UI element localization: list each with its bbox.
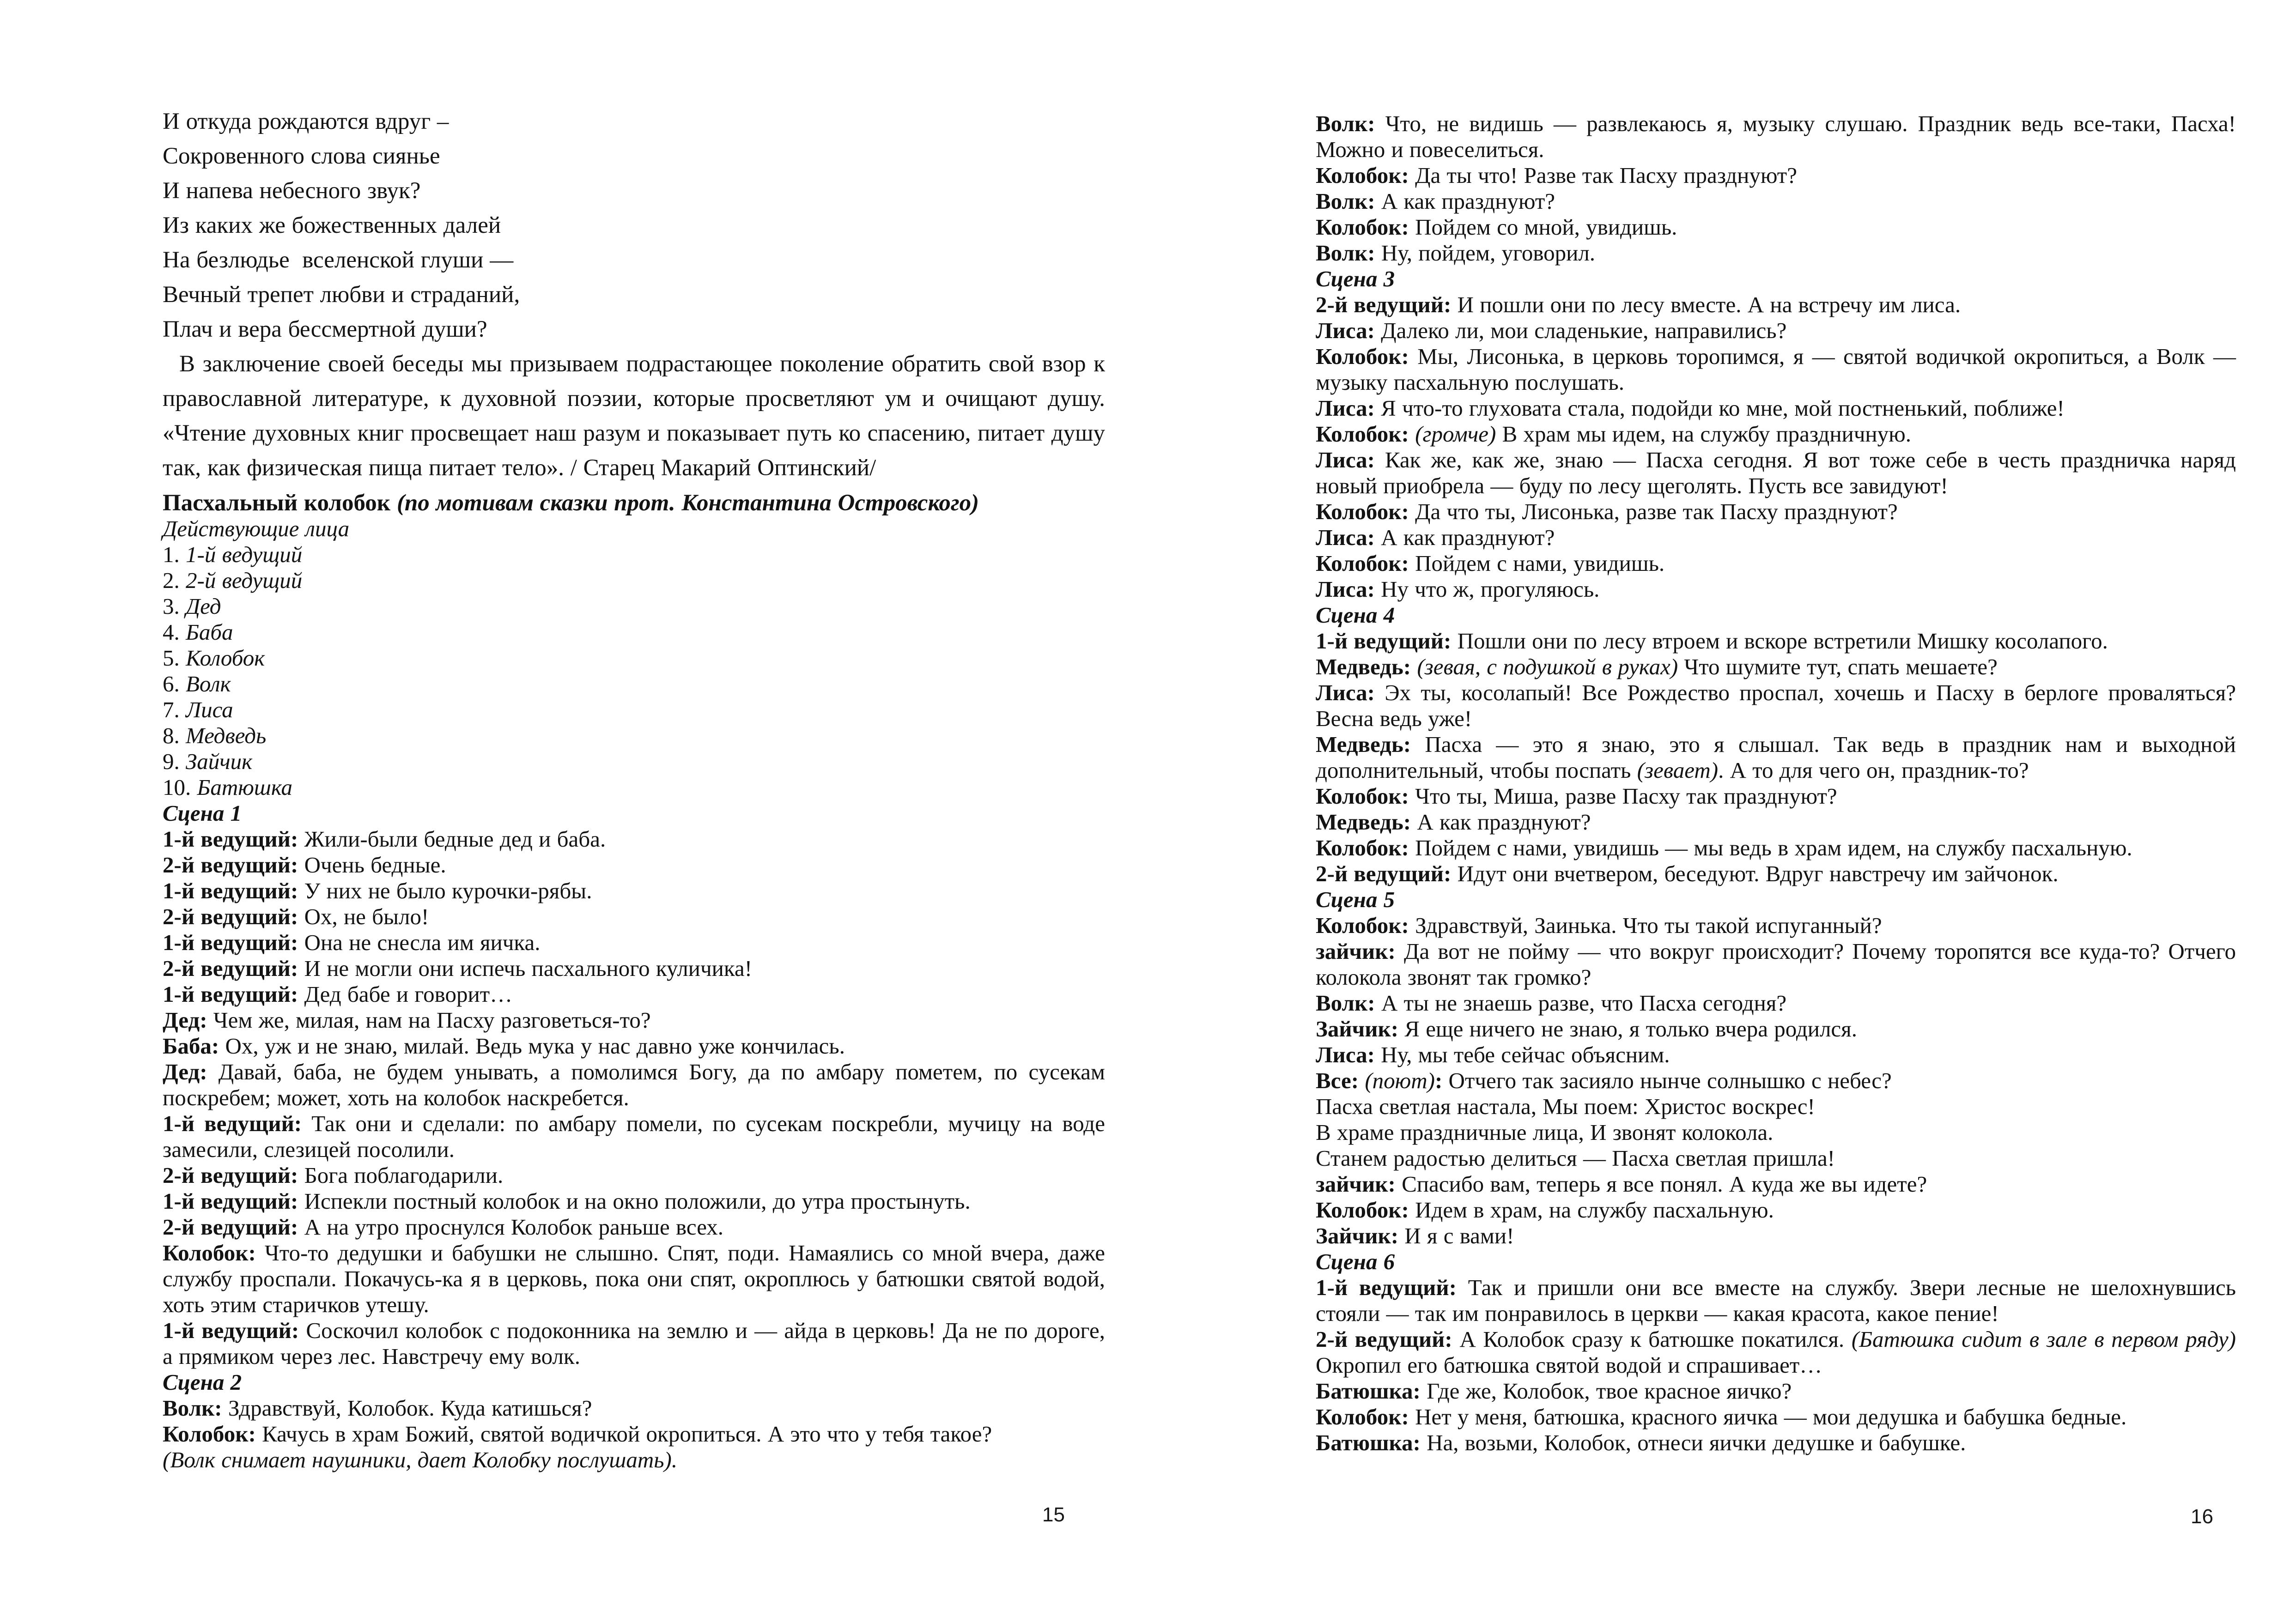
text-run: Давай, баба, не будем унывать, а помолимся Богу, да по амбару пометем, по сусекам поскребем; может, хоть на колобок наскребется. xyxy=(163,1059,1105,1110)
dialogue-line xyxy=(163,1188,1105,1214)
text-run: Мы, Лисонька, в церковь торопимся, я — святой водичкой окропиться, а Волк — музыку пасхальную послушать. xyxy=(1316,344,2236,395)
stage-direction-text: Медведь xyxy=(186,723,267,748)
text-run: Сокровенного слова сиянье xyxy=(163,143,440,169)
speaker-label: Пасхальный колобок xyxy=(163,490,397,516)
speaker-label: Колобок: xyxy=(163,1421,256,1447)
stage-direction-text: Батюшка xyxy=(197,775,293,800)
text-run: 4. xyxy=(163,619,186,645)
stage-direction-text: Колобок xyxy=(186,645,265,671)
page-left-content xyxy=(163,104,1105,1473)
text-run: И не могли они испечь пасхального куличика! xyxy=(298,956,753,981)
text-run: Идут они вчетвером, беседуют. Вдруг навстречу им зайчонок. xyxy=(1451,861,2059,886)
text-run: Отчего так засияло нынче солнышко с небес? xyxy=(1442,1068,1892,1093)
text-run: Пасха светлая настала, Мы поем: Христос воскрес! xyxy=(1316,1094,1815,1119)
stage-direction-text: (Волк снимает наушники, дает Колобку послушать). xyxy=(163,1447,678,1472)
scene-heading xyxy=(163,800,1105,826)
page-right-content xyxy=(1316,111,2236,1456)
bold-italic-text: Сцена 6 xyxy=(1316,1249,1395,1274)
text-run: Здравствуй, Колобок. Куда катишься? xyxy=(222,1395,592,1421)
text-run: Что, не видишь — развлекаюсь я, музыку слушаю. Праздник ведь все-таки, Пасха! Можно и повеселиться. xyxy=(1316,111,2236,162)
poem-line xyxy=(163,243,1105,278)
scene-heading xyxy=(163,1369,1105,1395)
text-run: Соскочил колобок с подоконника на землю и — айда в церковь! Да не по дороге, а прямиком через лес. Навстречу ему волк. xyxy=(163,1318,1105,1369)
speaker-label: Лиса: xyxy=(1316,680,1375,705)
speaker-label: 2-й ведущий: xyxy=(163,904,298,929)
text-run: Ох, уж и не знаю, милай. Ведь мука у нас давно уже кончилась. xyxy=(219,1033,845,1059)
stage-direction-text: Баба xyxy=(186,619,233,645)
speaker-label: Колобок: xyxy=(1316,214,1409,240)
dialogue-line xyxy=(163,1395,1105,1421)
text-run: Станем радостью делиться — Пасха светлая пришла! xyxy=(1316,1145,1835,1171)
speaker-label: зайчик: xyxy=(1316,939,1396,964)
text-run: Здравствуй, Заинька. Что ты такой испуганный? xyxy=(1409,913,1882,938)
text-run: Качусь в храм Божий, святой водичкой окропиться. А это что у тебя такое? xyxy=(255,1421,992,1447)
cast-item xyxy=(163,645,1105,671)
speaker-label: 2-й ведущий: xyxy=(163,1163,298,1188)
dialogue-line xyxy=(1316,628,2236,654)
cast-item xyxy=(163,723,1105,749)
speaker-label: Лиса: xyxy=(1316,395,1375,421)
text-run: Я что-то глуховата стала, подойди ко мне, мой постненький, поближе! xyxy=(1374,395,2065,421)
text-run: Ну что ж, прогуляюсь. xyxy=(1374,576,1600,602)
text-run: На, возьми, Колобок, отнеси яички дедушке и бабушке. xyxy=(1420,1430,1966,1455)
poem-line xyxy=(163,278,1105,312)
dialogue-line xyxy=(1316,1430,2236,1456)
text-run: И напева небесного звук? xyxy=(163,178,421,204)
speaker-label: Колобок: xyxy=(1316,551,1409,576)
text-run: 2. xyxy=(163,568,186,593)
text-run: Пойдем со мной, увидишь. xyxy=(1409,214,1677,240)
text-run: Спасибо вам, теперь я все понял. А куда же вы идете? xyxy=(1395,1171,1927,1197)
speaker-label: Дед: xyxy=(163,1059,207,1084)
text-run: А Колобок сразу к батюшке покатился. xyxy=(1452,1326,1852,1352)
stage-direction-text: (громче) xyxy=(1409,421,1496,447)
speaker-label: Волк: xyxy=(163,1395,222,1421)
cast-item xyxy=(163,749,1105,775)
text-run: В храме праздничные лица, И звонят колокола. xyxy=(1316,1120,1774,1145)
dialogue-line xyxy=(1316,111,2236,163)
cast-item xyxy=(163,568,1105,593)
cast-item xyxy=(163,697,1105,723)
bold-italic-text: Сцена 5 xyxy=(1316,887,1395,912)
dialogue-line xyxy=(1316,861,2236,887)
dialogue-line xyxy=(1316,732,2236,783)
speaker-label: 1-й ведущий: xyxy=(1316,628,1452,654)
dialogue-line xyxy=(1316,1042,2236,1068)
dialogue-line xyxy=(163,1214,1105,1240)
dialogue-line xyxy=(163,878,1105,904)
stage-direction-text: 2-й ведущий xyxy=(186,568,303,593)
speaker-label: Колобок: xyxy=(1316,783,1409,809)
text-run: Далеко ли, мои сладенькие, направились? xyxy=(1374,318,1787,343)
script-title xyxy=(163,490,1105,516)
text-run: Ну, пойдем, уговорил. xyxy=(1375,240,1596,266)
dialogue-line xyxy=(1316,499,2236,525)
stage-direction-text: Действующие лица xyxy=(163,516,350,541)
dialogue-line xyxy=(1316,835,2236,861)
dialogue-line xyxy=(1316,1171,2236,1197)
dialogue-line xyxy=(1316,1120,2236,1145)
dialogue-line xyxy=(1316,292,2236,318)
text-run: Бога поблагодарили. xyxy=(298,1163,504,1188)
speaker-label: Батюшка: xyxy=(1316,1430,1421,1455)
text-run: Да вот не пойму — что вокруг происходит? Почему торопятся все куда-то? Отчего колокола звонят так громко? xyxy=(1316,939,2236,990)
text-run: На безлюдье вселенской глуши — xyxy=(163,247,514,273)
dialogue-line xyxy=(1316,1094,2236,1120)
text-run: Очень бедные. xyxy=(298,852,446,878)
dialogue-line xyxy=(163,1240,1105,1318)
dialogue-line xyxy=(1316,214,2236,240)
speaker-label: 2-й ведущий: xyxy=(1316,1326,1452,1352)
text-run: 9. xyxy=(163,749,186,774)
poem-line xyxy=(163,174,1105,208)
dialogue-line xyxy=(1316,163,2236,188)
dialogue-line xyxy=(163,981,1105,1007)
speaker-label: Лиса: xyxy=(1316,1042,1375,1067)
text-run: А ты не знаешь разве, что Пасха сегодня? xyxy=(1375,990,1787,1016)
speaker-label: Колобок: xyxy=(1316,913,1409,938)
dialogue-line xyxy=(1316,809,2236,835)
text-run: . А то для чего он, праздник-то? xyxy=(1718,757,2029,783)
speaker-label: 1-й ведущий: xyxy=(163,826,298,852)
dialogue-line xyxy=(1316,1326,2236,1378)
dialogue-line xyxy=(163,1059,1105,1111)
text-run: Да что ты, Лисонька, разве так Пасху празднуют? xyxy=(1409,499,1898,524)
dialogue-line xyxy=(1316,395,2236,421)
dialogue-line xyxy=(1316,421,2236,447)
stage-direction-text: (поют) xyxy=(1359,1068,1435,1093)
text-run: Как же, как же, знаю — Пасха сегодня. Я вот тоже себе в честь праздничка наряд новый приобрела — буду по лесу щеголять. Пусть все завидуют! xyxy=(1316,447,2236,498)
speaker-label: 1-й ведущий: xyxy=(163,981,298,1007)
text-run: Пошли они по лесу втроем и вскоре встретили Мишку косолапого. xyxy=(1451,628,2108,654)
speaker-label: Медведь: xyxy=(1316,732,1411,757)
text-run: В храм мы идем, на службу праздничную. xyxy=(1496,421,1911,447)
speaker-label: Баба: xyxy=(163,1033,219,1059)
speaker-label: 1-й ведущий: xyxy=(163,1188,298,1214)
dialogue-line xyxy=(1316,1378,2236,1404)
dialogue-line xyxy=(1316,188,2236,214)
cast-item xyxy=(163,619,1105,645)
text-run: 3. xyxy=(163,593,186,619)
bold-italic-text: Сцена 1 xyxy=(163,800,242,826)
dialogue-line xyxy=(1316,1275,2236,1326)
text-run: Дед бабе и говорит… xyxy=(298,981,513,1007)
speaker-label: Лиса: xyxy=(1316,447,1375,472)
bold-italic-text: Сцена 3 xyxy=(1316,266,1395,291)
speaker-label: зайчик: xyxy=(1316,1171,1396,1197)
poem-line xyxy=(163,208,1105,243)
dialogue-line xyxy=(1316,1145,2236,1171)
dialogue-line xyxy=(163,1163,1105,1188)
dialogue-line xyxy=(1316,447,2236,499)
text-run: Ну, мы тебе сейчас объясним. xyxy=(1374,1042,1670,1067)
stage-direction-text: Волк xyxy=(186,671,231,696)
stage-direction-text: Лиса xyxy=(186,697,233,722)
text-run: Что ты, Миша, разве Пасху так празднуют? xyxy=(1409,783,1837,809)
text-run: Она не снесла им яичка. xyxy=(298,930,541,955)
speaker-label: Лиса: xyxy=(1316,576,1375,602)
bold-italic-text: Сцена 2 xyxy=(163,1369,242,1395)
text-run: Что шумите тут, спать мешаете? xyxy=(1678,654,1998,679)
scene-heading xyxy=(1316,266,2236,292)
speaker-label: 1-й ведущий: xyxy=(163,878,298,903)
scene-heading xyxy=(1316,1249,2236,1275)
speaker-label: 1-й ведущий: xyxy=(1316,1275,1457,1300)
cast-item xyxy=(163,542,1105,568)
text-run: Где же, Колобок, твое красное яичко? xyxy=(1420,1378,1792,1404)
text-run: И откуда рождаются вдруг – xyxy=(163,109,449,134)
stage-direction xyxy=(163,1447,1105,1473)
speaker-label: Медведь: xyxy=(1316,809,1411,835)
speaker-label: Колобок: xyxy=(1316,163,1409,188)
text-run: Нет у меня, батюшка, красного яичка — мои дедушка и бабушка бедные. xyxy=(1409,1404,2127,1429)
poem-line xyxy=(163,104,1105,139)
dialogue-line xyxy=(1316,680,2236,732)
dialogue-line xyxy=(1316,1016,2236,1042)
text-run: 7. xyxy=(163,697,186,722)
dialogue-line xyxy=(163,826,1105,852)
dialogue-line xyxy=(1316,525,2236,551)
speaker-label: 2-й ведущий: xyxy=(1316,292,1452,317)
dialogue-line xyxy=(1316,939,2236,990)
text-run: Эх ты, косолапый! Все Рождество проспал, хочешь и Пасху в берлоге проваляться? Весна ведь уже! xyxy=(1316,680,2236,731)
dialogue-line xyxy=(1316,1068,2236,1094)
speaker-label: 2-й ведущий: xyxy=(163,1214,298,1240)
speaker-label: Колобок: xyxy=(1316,421,1409,447)
speaker-label: Колобок: xyxy=(1316,499,1409,524)
text-run: А как празднуют? xyxy=(1374,525,1555,550)
speaker-label: Волк: xyxy=(1316,240,1375,266)
text-run: А как празднуют? xyxy=(1375,188,1555,214)
dialogue-line xyxy=(163,1421,1105,1447)
text-run: И пошли они по лесу вместе. А на встречу им лиса. xyxy=(1451,292,1961,317)
cast-item xyxy=(163,593,1105,619)
text-run: Испекли постный колобок и на окно положили, до утра простынуть. xyxy=(298,1188,971,1214)
speaker-label: Колобок: xyxy=(1316,344,1409,369)
text-run: А на утро проснулся Колобок раньше всех. xyxy=(298,1214,724,1240)
text-run: А как празднуют? xyxy=(1411,809,1591,835)
text-run: Окропил его батюшка святой водой и спрашивает… xyxy=(1316,1352,1822,1378)
dialogue-line xyxy=(1316,913,2236,939)
speaker-label: Батюшка: xyxy=(1316,1378,1421,1404)
text-run: Жили-были бедные дед и баба. xyxy=(298,826,606,852)
speaker-label: Дед: xyxy=(163,1007,207,1033)
dialogue-line xyxy=(163,852,1105,878)
speaker-label: 2-й ведущий: xyxy=(163,956,298,981)
speaker-label: 1-й ведущий: xyxy=(163,930,298,955)
text-run: 1. xyxy=(163,542,186,567)
text-run: И я с вами! xyxy=(1398,1223,1514,1248)
text-run: Что-то дедушки и бабушки не слышно. Спят, поди. Намаялись со мной вчера, даже службу проспали. Покачусь-ка я в церковь, пока они спят, окроплюсь у батюшки святой водой, хоть этим старичков утешу. xyxy=(163,1240,1105,1317)
dialogue-line xyxy=(1316,240,2236,266)
dialogue-line xyxy=(1316,990,2236,1016)
bold-italic-text: Сцена 4 xyxy=(1316,602,1395,628)
dialogue-line xyxy=(163,1318,1105,1369)
speaker-label: Лиса: xyxy=(1316,525,1375,550)
scene-heading xyxy=(1316,602,2236,628)
dialogue-line xyxy=(1316,1223,2236,1249)
dialogue-line xyxy=(163,956,1105,981)
text-run: Из каких же божественных далей xyxy=(163,212,501,238)
text-run: Пойдем с нами, увидишь. xyxy=(1409,551,1665,576)
speaker-label: Колобок: xyxy=(1316,1404,1409,1429)
text-run: Плач и вера бессмертной души? xyxy=(163,316,487,342)
text-run: Пойдем с нами, увидишь — мы ведь в храм идем, на службу пасхальную. xyxy=(1409,835,2132,860)
dialogue-line xyxy=(1316,551,2236,576)
dialogue-line xyxy=(1316,318,2236,344)
dialogue-line xyxy=(163,1033,1105,1059)
scene-heading xyxy=(1316,887,2236,913)
dialogue-line xyxy=(1316,783,2236,809)
poem-line xyxy=(163,312,1105,347)
dialogue-line xyxy=(1316,1197,2236,1223)
text-run: В заключение своей беседы мы призываем подрастающее поколение обратить свой взор к православной литературе, к духовной поэзии, которые просветляют ум и очищают душу. «Чтение духовных книг просвещает наш разум и показывает путь ко спасению, питает душу так, как физическая пища питает тело». / Старец Макарий Оптинский/ xyxy=(163,351,1105,481)
stage-direction-text: (Батюшка сидит в зале в первом ряду) xyxy=(1851,1326,2236,1352)
cast-item xyxy=(163,671,1105,697)
dialogue-line xyxy=(1316,1404,2236,1430)
stage-direction-text: Дед xyxy=(186,593,221,619)
speaker-label: Зайчик: xyxy=(1316,1223,1399,1248)
speaker-label: 2-й ведущий: xyxy=(163,852,298,878)
stage-direction-text: 1-й ведущий xyxy=(186,542,303,567)
speaker-label: 1-й ведущий: xyxy=(163,1111,302,1136)
speaker-label: Колобок: xyxy=(1316,1197,1409,1223)
page-number-left: 15 xyxy=(1042,1503,1065,1526)
text-run: Да ты что! Разве так Пасху празднуют? xyxy=(1409,163,1797,188)
dialogue-line xyxy=(1316,654,2236,680)
text-run: Ох, не было! xyxy=(298,904,429,929)
speaker-label: Волк: xyxy=(1316,990,1375,1016)
dialogue-line xyxy=(1316,576,2236,602)
intro-paragraph xyxy=(163,347,1105,485)
text-run: 10. xyxy=(163,775,197,800)
page-number-right: 16 xyxy=(2191,1505,2213,1528)
speaker-label: : xyxy=(1434,1068,1443,1093)
text-run: Я еще ничего не знаю, я только вчера родился. xyxy=(1398,1016,1857,1042)
cast-item xyxy=(163,775,1105,800)
dialogue-line xyxy=(163,1007,1105,1033)
speaker-label: Все: xyxy=(1316,1068,1359,1093)
text-run: 5. xyxy=(163,645,186,671)
speaker-label: 1-й ведущий: xyxy=(163,1318,299,1343)
text-run: 8. xyxy=(163,723,186,748)
text-run: Так и пришли они все вместе на службу. Звери лесные не шелохнувшись стояли — так им понравилось в церкви — какая красота, какое пение! xyxy=(1316,1275,2236,1326)
stage-direction-text: (зевая, с подушкой в руках) xyxy=(1411,654,1678,679)
dialogue-line xyxy=(1316,344,2236,395)
speaker-label: Зайчик: xyxy=(1316,1016,1399,1042)
bold-italic-text: (по мотивам сказки прот. Константина Островского) xyxy=(396,490,979,516)
speaker-label: Лиса: xyxy=(1316,318,1375,343)
speaker-label: 2-й ведущий: xyxy=(1316,861,1452,886)
text-run: Вечный трепет любви и страданий, xyxy=(163,282,520,308)
speaker-label: Волк: xyxy=(1316,111,1375,136)
cast-heading xyxy=(163,516,1105,542)
text-run: Чем же, милая, нам на Пасху разговеться-то? xyxy=(207,1007,651,1033)
text-run: Пасха — это я знаю, это я слышал. Так ведь в праздник нам и выходной дополнительный, чтобы поспать xyxy=(1316,732,2236,783)
speaker-label: Колобок: xyxy=(1316,835,1409,860)
text-run: У них не было курочки-рябы. xyxy=(298,878,592,903)
dialogue-line xyxy=(163,904,1105,930)
text-run: 6. xyxy=(163,671,186,696)
dialogue-line xyxy=(163,930,1105,956)
text-run: Так они и сделали: по амбару помели, по сусекам поскребли, мучицу на воде замесили, слезицей посолили. xyxy=(163,1111,1105,1162)
text-run: Идем в храм, на службу пасхальную. xyxy=(1409,1197,1774,1223)
stage-direction-text: (зевает) xyxy=(1637,757,1719,783)
speaker-label: Волк: xyxy=(1316,188,1375,214)
stage-direction-text: Зайчик xyxy=(186,749,253,774)
speaker-label: Медведь: xyxy=(1316,654,1411,679)
poem-line xyxy=(163,139,1105,174)
dialogue-line xyxy=(163,1111,1105,1163)
speaker-label: Колобок: xyxy=(163,1240,256,1266)
